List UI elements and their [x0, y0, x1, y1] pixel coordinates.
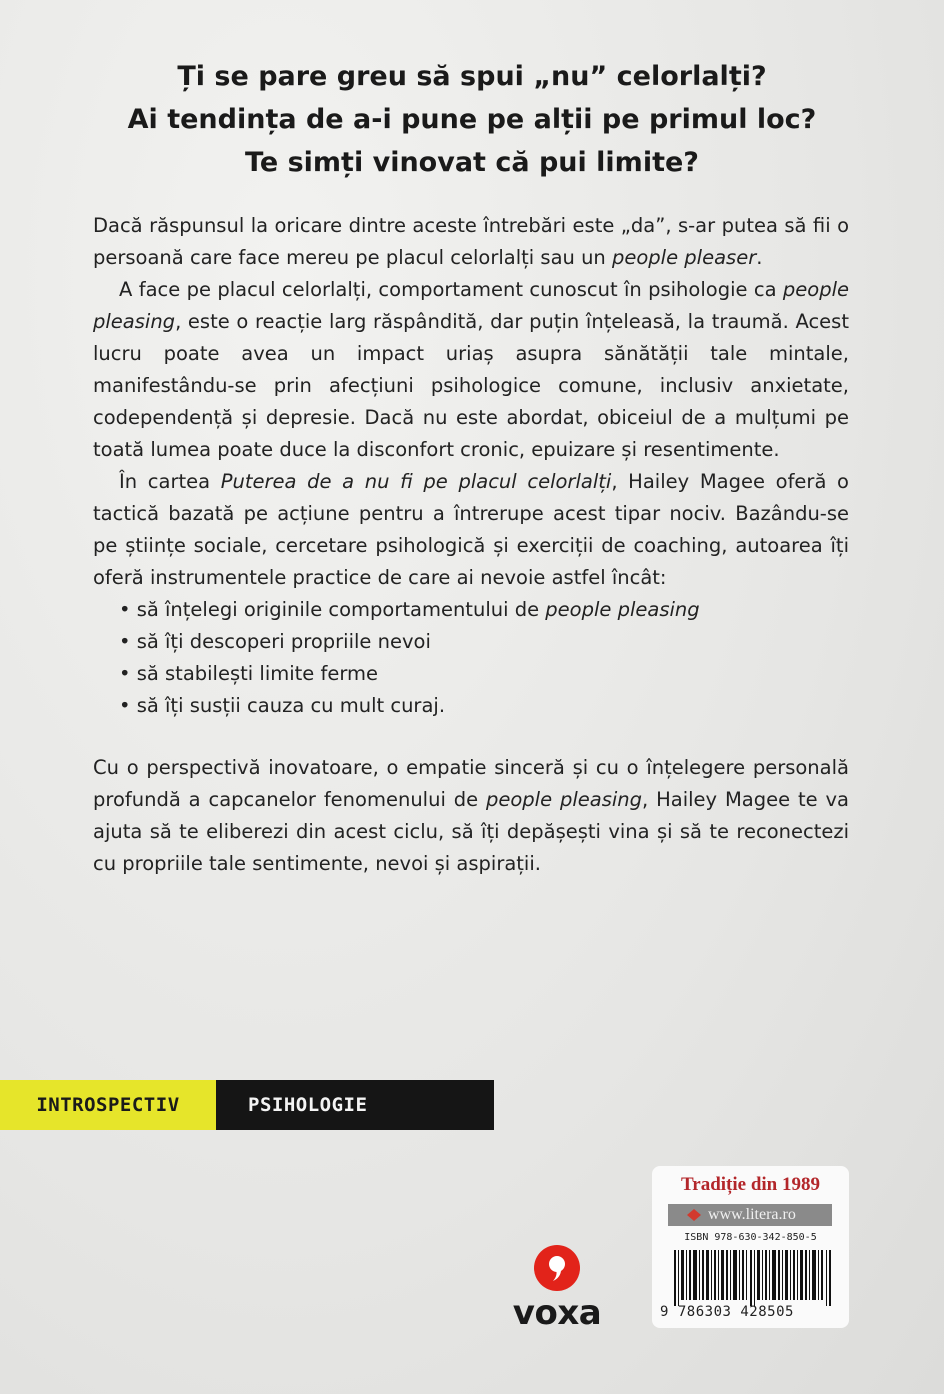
blurb — [93, 210, 849, 880]
intro-paragraph: Dacă răspunsul la oricare dintre aceste întrebări este „da”, s-ar putea să fii o persoană care face mereu pe placul celorlalți sau un people pleaser. — [93, 214, 849, 269]
benefits-list — [93, 594, 849, 722]
barcode-icon — [674, 1250, 832, 1306]
list-item: • să înțelegi originile comportamentului de people pleasing — [119, 594, 849, 626]
headline-line-3: Te simți vinovat că pui limite? — [245, 147, 699, 178]
headline-line-2: Ai tendința de a-i pune pe alții pe primul loc? — [127, 104, 817, 135]
list-item: • să stabilești limite ferme — [119, 658, 849, 690]
headline-line-1: Ți se pare greu să spui „nu” celorlalți? — [177, 61, 767, 92]
litera-icon — [686, 1208, 702, 1222]
voxa-logo-icon — [534, 1245, 580, 1291]
barcode-digits: 9 786303 428505 — [660, 1304, 794, 1320]
paragraph-3: În cartea Puterea de a nu fi pe placul celorlalți, Hailey Magee oferă o tactică bazată pe acțiune pentru a întrerupe acest tipar nociv. Bazându-se pe științe sociale, cercetare psihologică și exerciții de coaching, autoarea îți oferă instrumentele practice de care ai nevoie astfel încât: — [93, 470, 849, 589]
barcode-label — [652, 1166, 849, 1328]
paragraph-2: A face pe placul celorlalți, comportament cunoscut în psihologie ca people pleasing, este o reacție larg răspândită, dar puțin înțeleasă, la traumă. Acest lucru poate avea un impact uriaș asupra sănătății tale mintale, manifestându-se prin afecțiuni psihologice comune, inclusiv anxietate, codependență și depresie. Dacă nu este abordat, obiceiul de a mulțumi pe toată lumea poate duce la disconfort cronic, epuizare și resentimente. — [93, 278, 849, 461]
list-item: • să îți descoperi propriile nevoi — [119, 626, 849, 658]
tradition-text: Tradiție din 1989 — [681, 1174, 820, 1195]
list-item: • să îți susții cauza cu mult curaj. — [119, 690, 849, 722]
publisher-name: voxa — [512, 1293, 602, 1333]
headline — [0, 55, 944, 184]
website-strip: www.litera.ro — [668, 1204, 832, 1226]
genre-label: PSIHOLOGIE — [216, 1080, 494, 1130]
closing-paragraph: Cu o perspectivă inovatoare, o empatie sinceră și cu o înțelegere personală profundă a capcanelor fenomenului de people pleasing, Hailey Magee te va ajuta să te eliberezi din acest ciclu, să îți depășești vina și să te reconectezi cu propriile tale sentimente, nevoi și aspirații. — [93, 756, 849, 875]
isbn-text: ISBN 978-630-342-850-5 — [684, 1232, 817, 1243]
publisher-logo — [497, 1245, 617, 1333]
series-label: INTROSPECTIV — [0, 1080, 216, 1130]
category-band — [0, 1080, 494, 1130]
